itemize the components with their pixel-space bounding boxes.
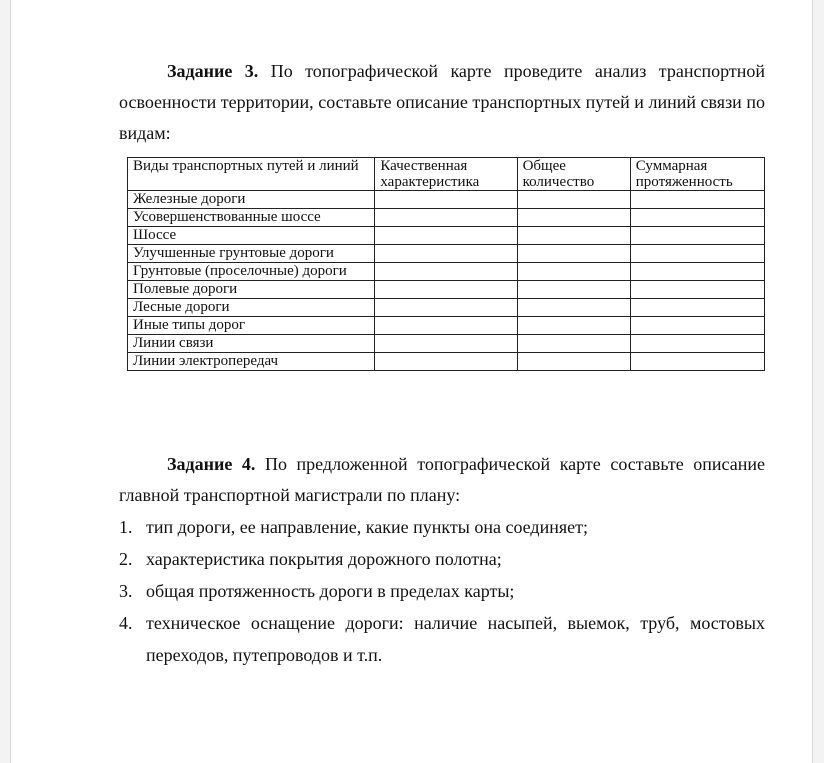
table-row [128, 191, 765, 209]
header-cell-quality: Качественная характеристика [375, 158, 517, 191]
empty-cell [375, 209, 517, 227]
row-label: Лесные дороги [128, 299, 375, 317]
table-row [128, 299, 765, 317]
header-cell-types: Виды транспортных путей и линий [128, 158, 375, 191]
table-row [128, 227, 765, 245]
task-4-text: По предложенной топографической карте составьте описание главной транспортной магистрали по плану: [119, 454, 765, 505]
list-number: 1. [119, 517, 133, 537]
table-row [128, 281, 765, 299]
list-text: общая протяженность дороги в пределах карты; [146, 581, 515, 601]
table-row [128, 209, 765, 227]
table-row [128, 317, 765, 335]
list-item [119, 575, 765, 607]
empty-cell [630, 227, 764, 245]
list-text: тип дороги, ее направление, какие пункты она соединяет; [146, 517, 588, 537]
list-number: 2. [119, 549, 133, 569]
row-label: Улучшенные грунтовые дороги [128, 245, 375, 263]
empty-cell [630, 263, 764, 281]
empty-cell [375, 263, 517, 281]
table-row [128, 245, 765, 263]
header-cell-count: Общее количество [517, 158, 630, 191]
list-text: техническое оснащение дороги: наличие насыпей, выемок, труб, мостовых переходов, путепроводов и т.п. [146, 613, 765, 665]
empty-cell [517, 281, 630, 299]
list-text: характеристика покрытия дорожного полотна; [146, 549, 502, 569]
task-3-paragraph [119, 56, 765, 149]
empty-cell [517, 317, 630, 335]
empty-cell [630, 191, 764, 209]
empty-cell [517, 353, 630, 371]
empty-cell [517, 335, 630, 353]
empty-cell [375, 281, 517, 299]
empty-cell [517, 191, 630, 209]
empty-cell [517, 209, 630, 227]
empty-cell [375, 317, 517, 335]
row-label: Иные типы дорог [128, 317, 375, 335]
empty-cell [517, 263, 630, 281]
list-item [119, 607, 765, 671]
empty-cell [630, 299, 764, 317]
row-label: Линии связи [128, 335, 375, 353]
table-row [128, 353, 765, 371]
header-cell-length: Суммарная протяженность [630, 158, 764, 191]
row-label: Усовершенствованные шоссе [128, 209, 375, 227]
list-item [119, 511, 765, 543]
row-label: Полевые дороги [128, 281, 375, 299]
empty-cell [375, 191, 517, 209]
row-label: Грунтовые (проселочные) дороги [128, 263, 375, 281]
empty-cell [375, 299, 517, 317]
table-header-row [128, 158, 765, 191]
empty-cell [630, 245, 764, 263]
empty-cell [630, 281, 764, 299]
empty-cell [517, 299, 630, 317]
transport-table [127, 157, 765, 371]
empty-cell [517, 245, 630, 263]
empty-cell [630, 335, 764, 353]
list-number: 4. [119, 613, 133, 633]
table-row [128, 335, 765, 353]
row-label: Линии электропередач [128, 353, 375, 371]
row-label: Шоссе [128, 227, 375, 245]
empty-cell [517, 227, 630, 245]
table-row [128, 263, 765, 281]
row-label: Железные дороги [128, 191, 375, 209]
plan-list [119, 511, 765, 671]
empty-cell [630, 317, 764, 335]
task-4-paragraph [119, 449, 765, 511]
document-page [10, 0, 813, 763]
empty-cell [375, 335, 517, 353]
task-3-label: Задание 3. [167, 61, 259, 81]
empty-cell [375, 245, 517, 263]
task-4-label: Задание 4. [167, 454, 256, 474]
task-3-text: По топографической карте проведите анализ транспортной освоенности территории, составьте описание транспортных путей и линий связи по видам: [119, 61, 765, 143]
list-number: 3. [119, 581, 133, 601]
empty-cell [630, 209, 764, 227]
empty-cell [375, 353, 517, 371]
list-item [119, 543, 765, 575]
empty-cell [630, 353, 764, 371]
empty-cell [375, 227, 517, 245]
